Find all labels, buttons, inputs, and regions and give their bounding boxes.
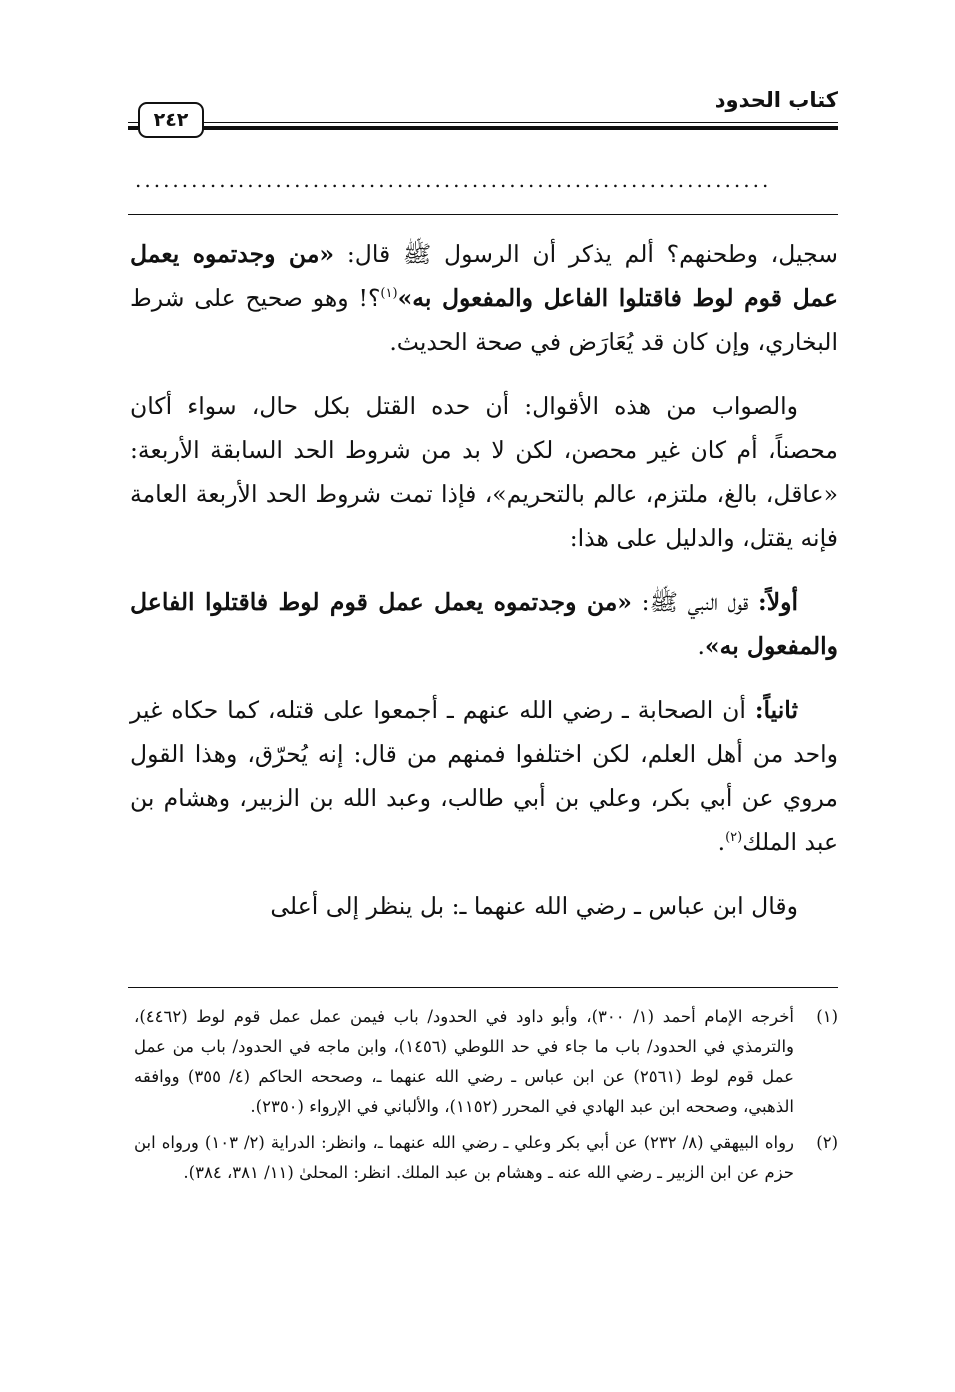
p4-text-c: . — [717, 828, 726, 856]
footnotes — [134, 1002, 838, 1194]
header-rule — [200, 122, 838, 130]
omission-dots: .................................................................... — [135, 168, 772, 192]
p1-text-a: سجيل، وطحنهم؟ ألم يذكر أن الرسول ﷺ قال: — [334, 240, 838, 268]
header-rule-left — [128, 122, 138, 130]
p3-text-c: . — [697, 632, 705, 660]
footnote-number: (٢) — [816, 1133, 838, 1152]
footnote-text: رواه البيهقي (٨/ ٢٣٢) عن أبي بكر وعلي ـ رضي الله عنهما ـ، وانظر: الدراية (٢/ ١٠٣) ورواه ابن حزم عن ابن الزبير ـ رضي الله عنه ـ وهشام بن عبد الملك. انظر: المحلىٰ (١١/ ٣٨١، ٣٨٤). — [134, 1133, 795, 1182]
p3-text-a: قول النبي ﷺ: — [631, 588, 759, 616]
footnote-2 — [134, 1128, 838, 1188]
footnote-ref-2[interactable]: (٢) — [725, 830, 743, 846]
book-title: كتاب الحدود — [714, 88, 838, 112]
page-header — [128, 78, 838, 138]
paragraph-1 — [130, 232, 838, 364]
main-text — [130, 232, 838, 948]
point-label-second: ثانياً: — [754, 696, 798, 724]
footnote-separator — [128, 987, 838, 988]
hadith-quote-2: «من وجدتموه يعمل عمل قوم لوط فاقتلوا الفاعل والمفعول به» — [130, 588, 838, 660]
p1-text-c: ؟! وهو صحيح على شرط البخاري، وإن كان قد يُعَارَض في صحة الحديث. — [130, 284, 838, 356]
footnote-number: (١) — [816, 1007, 838, 1026]
hadith-quote-1: «من وجدتموه يعمل عمل قوم لوط فاقتلوا الفاعل والمفعول به» — [130, 240, 838, 312]
paragraph-4 — [130, 688, 838, 864]
paragraph-5: وقال ابن عباس ـ رضي الله عنهما ـ: بل ينظر إلى أعلى — [270, 892, 798, 920]
point-label-first: أولاً: — [758, 588, 798, 616]
page-number: ٢٤٢ — [138, 102, 204, 138]
p4-text-a: أن الصحابة ـ رضي الله عنهم ـ أجمعوا على قتله، كما حكاه غير واحد من أهل العلم، لكن اختلفوا فمنهم من قال: إنه يُحرّق، وهذا القول مروي عن أبي بكر، وعلي بن أبي طالب، وعبد الله بن الزبير، وهشام بن عبد الملك — [130, 696, 838, 856]
footnote-1 — [134, 1002, 838, 1122]
footnote-text: أخرجه الإمام أحمد (١/ ٣٠٠)، وأبو داود في الحدود/ باب فيمن عمل عمل قوم لوط (٤٤٦٢)، والترمذي في الحدود/ باب ما جاء في حد اللوطي (١٤٥٦)، وابن ماجه في الحدود/ باب من عمل عمل قوم لوط (٢٥٦١) عن ابن عباس ـ رضي الله عنهما ـ، وصححه الحاكم (٤/ ٣٥٥) ووافقه الذهبي، وصححه ابن عبد الهادي في المحرر (١١٥٢)، والألباني في الإرواء (٢٣٥٠). — [134, 1007, 794, 1116]
footnote-ref-1[interactable]: (١) — [380, 286, 398, 302]
top-separator — [128, 214, 838, 215]
paragraph-3 — [130, 580, 838, 668]
paragraph-2: والصواب من هذه الأقوال: أن حده القتل بكل حال، سواء أكان محصناً، أم كان غير محصن، لكن لا بد من شروط الحد السابقة الأربعة: «عاقل، بالغ، ملتزم، عالم بالتحريم»، فإذا تمت شروط الحد الأربعة العامة فإنه يقتل، والدليل على هذا: — [130, 392, 838, 552]
